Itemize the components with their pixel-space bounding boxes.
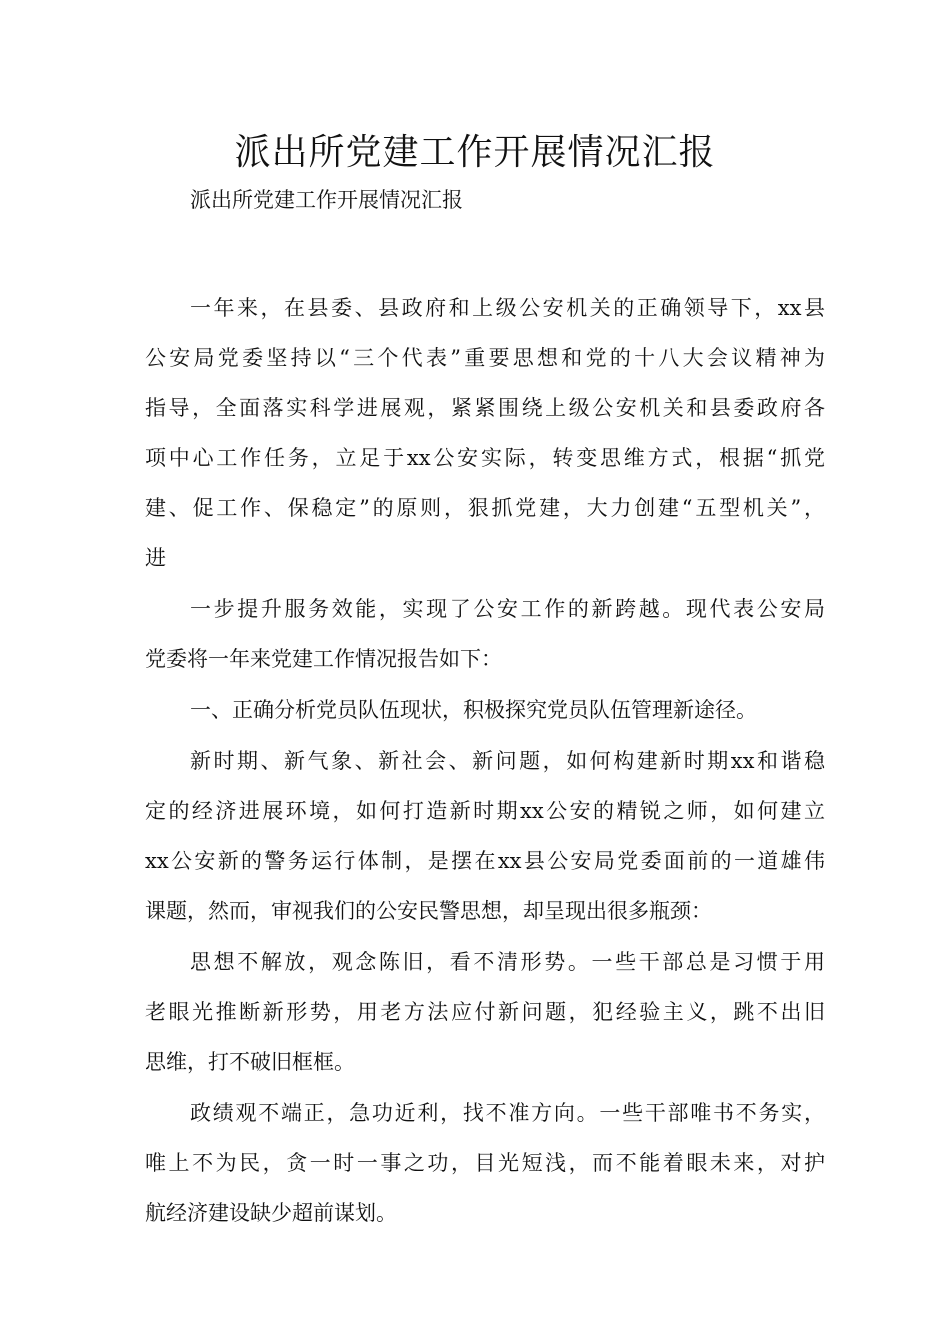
text-line: 政绩观不端正，急功近利，找不准方向。一些干部唯书不务实， — [190, 1101, 825, 1125]
paragraph-new-era — [145, 736, 825, 936]
paragraph-continuation — [145, 584, 825, 684]
text-line: 老眼光推断新形势，用老方法应付新问题，犯经验主义，跳不出旧 — [145, 1000, 825, 1024]
text-line: 公安局党委坚持以“三个代表”重要思想和党的十八大会议精神为 — [145, 346, 825, 370]
text-line: 一步提升服务效能，实现了公安工作的新跨越。现代表公安局 — [190, 597, 825, 621]
text-line: 航经济建设缺少超前谋划。 — [145, 1201, 397, 1225]
text-line: 思想不解放，观念陈旧，看不清形势。一些干部总是习惯于用 — [190, 950, 825, 974]
paragraph-thinking — [145, 937, 825, 1087]
text-line: 定的经济进展环境，如何打造新时期xx公安的精锐之师，如何建立 — [145, 799, 825, 823]
text-line: 建、促工作、保稳定”的原则，狠抓党建，大力创建“五型机关”， — [145, 496, 825, 520]
document-subtitle: 派出所党建工作开展情况汇报 — [190, 188, 463, 212]
text-line: 思维，打不破旧框框。 — [145, 1050, 355, 1074]
paragraph-achievement-view — [145, 1088, 825, 1238]
document-body — [145, 283, 825, 1239]
text-line: 进 — [145, 546, 166, 570]
section-heading-1 — [145, 685, 825, 735]
text-line: 党委将一年来党建工作情况报告如下： — [145, 647, 502, 671]
text-line: 项中心工作任务，立足于xx公安实际，转变思维方式，根据“抓党 — [145, 446, 825, 470]
document-title: 派出所党建工作开展情况汇报 — [234, 132, 716, 173]
text-line: 新时期、新气象、新社会、新问题，如何构建新时期xx和谐稳 — [190, 749, 825, 773]
text-line: 一、正确分析党员队伍现状，积极探究党员队伍管理新途径。 — [190, 698, 757, 722]
text-line: 一年来，在县委、县政府和上级公安机关的正确领导下，xx县 — [190, 296, 825, 320]
text-line: 指导，全面落实科学进展观，紧紧围绕上级公安机关和县委政府各 — [145, 396, 825, 420]
text-line: 课题，然而，审视我们的公安民警思想，却呈现出很多瓶颈： — [145, 899, 712, 923]
text-line: xx公安新的警务运行体制，是摆在xx县公安局党委面前的一道雄伟 — [145, 849, 825, 873]
text-line: 唯上不为民，贪一时一事之功，目光短浅，而不能着眼未来，对护 — [145, 1151, 825, 1175]
paragraph-intro — [145, 283, 825, 583]
